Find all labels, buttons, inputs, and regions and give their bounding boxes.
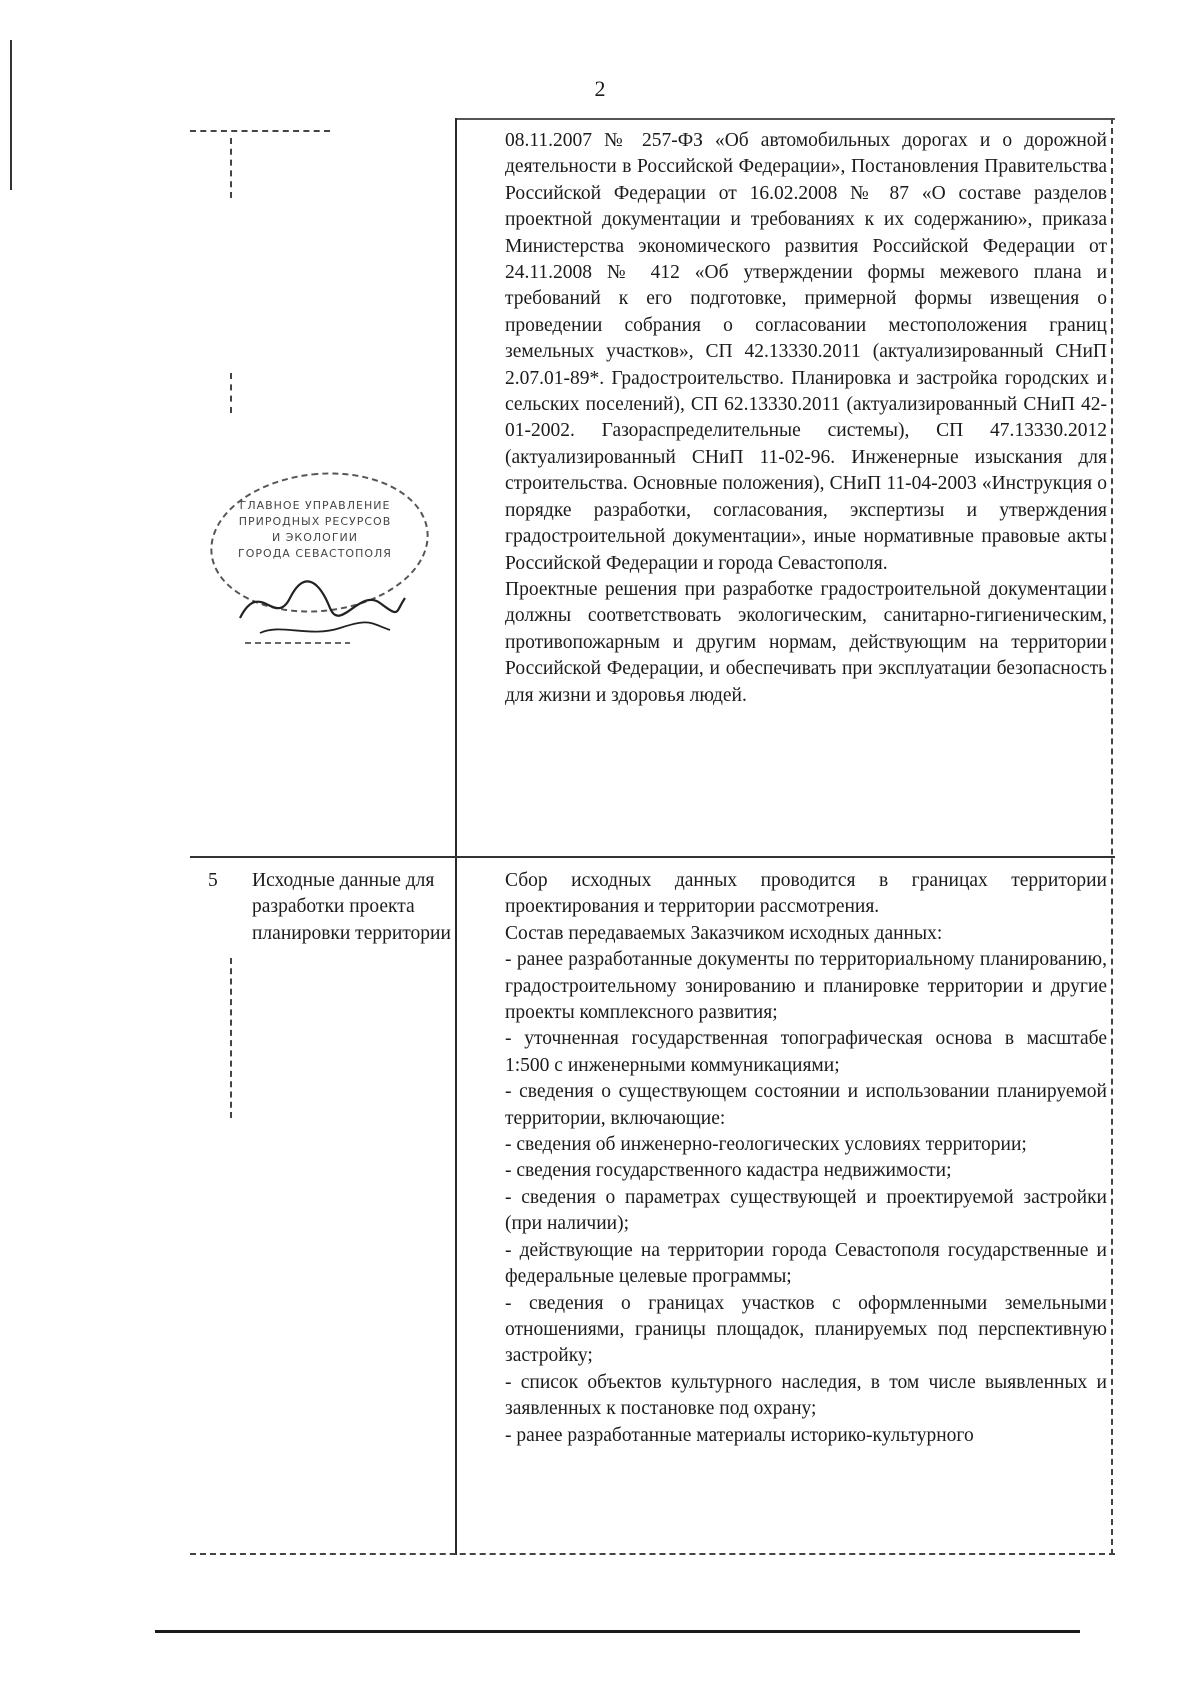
row2-paragraph: - список объектов культурного наследия, в том числе выявленных и заявленных к постановке под охрану; [505,1371,1107,1420]
stamp-line: И ЭКОЛОГИИ [272,531,358,544]
row-divider [190,856,1115,858]
row2-paragraph: - ранее разработанные документы по территориальному планированию, градостроительному зонированию и планировке территории и другие проекты комплексного развития; [505,949,1107,1024]
row2-paragraph: - сведения государственного кадастра недвижимости; [505,1160,952,1182]
row2-paragraph: - сведения о границах участков с оформленными земельными отношениями, границы площадок, планируемых под перспективную застройку; [505,1292,1107,1367]
row2-paragraph: - сведения о параметрах существующей и проектируемой застройки (при наличии); [505,1186,1107,1235]
table-top-border [190,130,330,132]
handwritten-signature [230,558,410,648]
margin-rule [10,40,12,190]
row2-paragraph: Сбор исходных данных проводится в границах территории проектирования и территории рассмотрения. [505,870,1107,918]
row2-paragraph: - уточненная государственная топографическая основа в масштабе 1:500 с инженерными коммуникациями; [505,1028,1107,1076]
row2-paragraph: - действующие на территории города Севастополя государственные и федеральные целевые программы; [505,1239,1107,1288]
right-border [1111,118,1113,1555]
row1-content [505,128,1107,709]
bottom-rule [155,1630,1080,1633]
row2-paragraph: - ранее разработанные материалы историко-культурного [505,1424,974,1446]
row1-paragraph: Проектные решения при разработке градостроительной документации должны соответствовать экологическим, санитарно-гигиеническим, противопожарным и другим нормам, действующим на территории Российской Федерации, и обеспечивать при эксплуатации безопасность для жизни и здоровья людей. [505,578,1107,706]
left-border [230,138,232,198]
row-number: 5 [208,870,218,891]
stamp-line: ГОРОДА СЕВАСТОПОЛЯ [238,547,392,560]
row-heading: Исходные данные для разработки проекта планировки территории [252,870,451,944]
table-bottom-border [190,1553,1115,1555]
row1-paragraph: 08.11.2007 № 257-ФЗ «Об автомобильных дорогах и о дорожной деятельности в Российской Федерации», Постановления Правительства Российской Федерации от 16.02.2008 № 87 «О составе разделов проектной документации и требованиях к их содержанию», приказа Министерства экономического развития Российской Федерации от 24.11.2008 № 412 «Об утверждении формы межевого плана и требований к его подготовке, примерной формы извещения о проведении собрания о согласовании местоположения границ земельных участков», СП 42.13330.2011 (актуализированный СНиП 2.07.01-89*. Градостроительство. Планировка и застройка городских и сельских поселений), СП 62.13330.2011 (актуализированный СНиП 42-01-2002. Газораспределительные системы), СП 47.13330.2012 (актуализированный СНиП 11-02-96. Инженерные изыскания для строительства. Основные положения), СНиП 11-04-2003 «Инструкция о порядке разработки, согласования, экспертизы и утверждения градостроительной документации», иные нормативные правовые акты Российской Федерации и города Севастополя. [505,130,1107,574]
row2-paragraph: - сведения о существующем состоянии и использовании планируемой территории, включающие: [505,1081,1107,1129]
left-border-row2 [230,958,232,1118]
stamp-text [220,498,410,562]
stamp-line: ПРИРОДНЫХ РЕСУРСОВ [238,515,392,528]
page-number: 2 [594,76,606,101]
column-divider [455,118,457,1555]
table-top-border-right [455,118,1115,120]
row2-paragraph: Состав передаваемых Заказчиком исходных данных: [505,922,943,944]
row2-content [505,868,1107,1449]
document-table [190,118,1115,1555]
left-border-lower [230,373,232,413]
stamp-line: ГЛАВНОЕ УПРАВЛЕНИЕ [239,499,391,512]
row2-paragraph: - сведения об инженерно-геологических условиях территории; [505,1134,1027,1156]
